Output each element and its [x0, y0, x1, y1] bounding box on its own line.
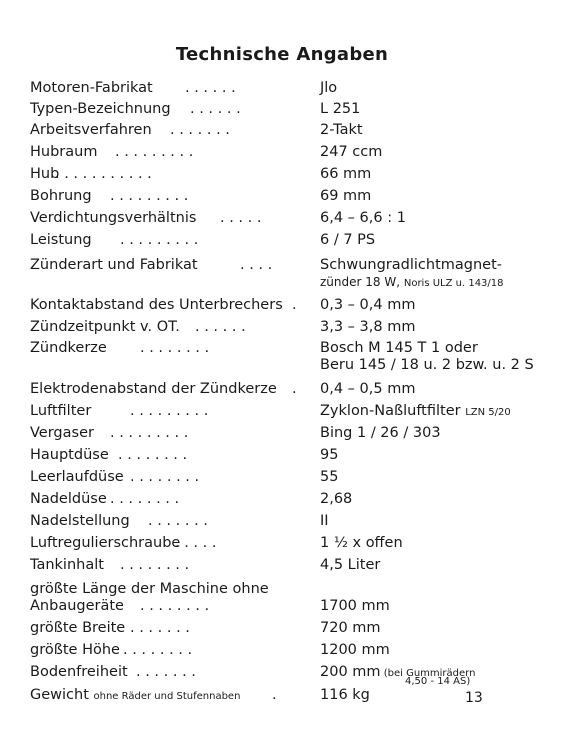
- spec-label: Hubraum: [30, 144, 98, 160]
- spec-label: Bodenfreiheit: [30, 664, 128, 680]
- spec-label: Anbaugeräte: [30, 598, 124, 614]
- spec-label: Luftfilter: [30, 403, 92, 419]
- spec-value: Schwungradlichtmagnet-: [320, 257, 503, 273]
- spec-label: Zünderart und Fabrikat: [30, 257, 198, 273]
- leader-dots: . . . . . . .: [148, 513, 208, 529]
- spec-value: 4,5 Liter: [320, 557, 381, 573]
- spec-label: Zündkerze: [30, 340, 107, 356]
- spec-label: Hauptdüse: [30, 447, 109, 463]
- leader-dots: . . . . . .: [195, 319, 246, 335]
- spec-label: größte Breite: [30, 620, 126, 636]
- spec-value: 66 mm: [320, 166, 372, 182]
- spec-label: größte Höhe: [30, 642, 120, 658]
- leader-dots: . . . . . . . . . . .: [55, 166, 152, 182]
- spec-value: 0,3 – 0,4 mm: [320, 297, 416, 313]
- spec-value-line2: Beru 145 / 18 u. 2 bzw. u. 2 S: [320, 357, 534, 373]
- spec-label: Tankinhalt: [30, 557, 104, 573]
- leader-dots: .: [292, 381, 297, 397]
- leader-dots: .: [292, 297, 297, 313]
- spec-value: 6,4 – 6,6 : 1: [320, 210, 406, 226]
- spec-value: 0,4 – 0,5 mm: [320, 381, 416, 397]
- leader-dots: . . . . . . .: [130, 620, 190, 636]
- leader-dots: . . . . . . . .: [140, 598, 210, 614]
- spec-label: Leerlaufdüse: [30, 469, 124, 485]
- leader-dots: . . . . . . . . .: [110, 425, 189, 441]
- spec-value: 2-Takt: [320, 122, 363, 138]
- leader-dots: . . . .: [240, 257, 273, 273]
- spec-value-line2: zünder 18 W, Noris ULZ u. 143/18: [320, 275, 504, 289]
- leader-dots: .: [272, 687, 277, 703]
- leader-dots: . . . . . . .: [136, 664, 196, 680]
- spec-label: Hub: [30, 166, 60, 182]
- spec-label: Luftregulierschraube: [30, 535, 181, 551]
- spec-label: Vergaser: [30, 425, 94, 441]
- spec-note: 4,50 - 14 AS): [405, 676, 471, 687]
- spec-value: 116 kg: [320, 687, 370, 703]
- leader-dots: . . . . . . . .: [118, 447, 188, 463]
- spec-label: Kontaktabstand des Unterbrechers: [30, 297, 283, 313]
- spec-label: Typen-Bezeichnung: [30, 101, 171, 117]
- leader-dots: . . . . . . . .: [120, 557, 190, 573]
- spec-value: II: [320, 513, 329, 529]
- spec-value: Zyklon-Naßluftfilter LZN 5/20: [320, 403, 511, 419]
- spec-value: 69 mm: [320, 188, 372, 204]
- spec-value: 55: [320, 469, 339, 485]
- leader-dots: . . . . . . . .: [123, 642, 193, 658]
- leader-dots: . . . . . . . .: [140, 340, 210, 356]
- spec-label: Zündzeitpunkt v. OT.: [30, 319, 180, 335]
- spec-label: Arbeitsverfahren: [30, 122, 152, 138]
- page-title: Technische Angaben: [175, 44, 389, 65]
- spec-label: größte Länge der Maschine ohne: [30, 581, 269, 597]
- leader-dots: . . . . . .: [190, 101, 241, 117]
- leader-dots: . . . . . . . . .: [110, 188, 189, 204]
- spec-label: Leistung: [30, 232, 92, 248]
- spec-value: 247 ccm: [320, 144, 383, 160]
- spec-value: Bing 1 / 26 / 303: [320, 425, 441, 441]
- spec-value: 1200 mm: [320, 642, 390, 658]
- spec-label: Elektrodenabstand der Zündkerze: [30, 381, 277, 397]
- page-number: 13: [465, 690, 483, 706]
- spec-value: L 251: [320, 101, 361, 117]
- spec-label: Nadeldüse: [30, 491, 107, 507]
- spec-value: 95: [320, 447, 339, 463]
- spec-value: 720 mm: [320, 620, 381, 636]
- leader-dots: . . . . . . . . .: [130, 403, 209, 419]
- spec-label: Bohrung: [30, 188, 92, 204]
- spec-value: 1700 mm: [320, 598, 390, 614]
- spec-label: Motoren-Fabrikat: [30, 80, 153, 96]
- spec-value: 200 mm (bei Gummirädern: [320, 664, 476, 680]
- spec-value: 2,68: [320, 491, 353, 507]
- spec-value: 3,3 – 3,8 mm: [320, 319, 416, 335]
- leader-dots: . . . . .: [220, 210, 262, 226]
- leader-dots: . . . . .: [175, 535, 217, 551]
- spec-value: Jlo: [320, 80, 338, 96]
- spec-label: Verdichtungsverhältnis: [30, 210, 197, 226]
- leader-dots: . . . . . .: [185, 80, 236, 96]
- leader-dots: . . . . . . . . .: [115, 144, 194, 160]
- spec-label: Nadelstellung: [30, 513, 130, 529]
- spec-value: 1 ½ x offen: [320, 535, 403, 551]
- leader-dots: . . . . . . .: [170, 122, 230, 138]
- leader-dots: . . . . . . . . .: [120, 232, 199, 248]
- spec-value: Bosch M 145 T 1 oder: [320, 340, 478, 356]
- spec-value: 6 / 7 PS: [320, 232, 376, 248]
- leader-dots: . . . . . . . .: [110, 491, 180, 507]
- spec-label: Gewicht ohne Räder und Stufennaben: [30, 687, 241, 703]
- leader-dots: . . . . . . . .: [130, 469, 200, 485]
